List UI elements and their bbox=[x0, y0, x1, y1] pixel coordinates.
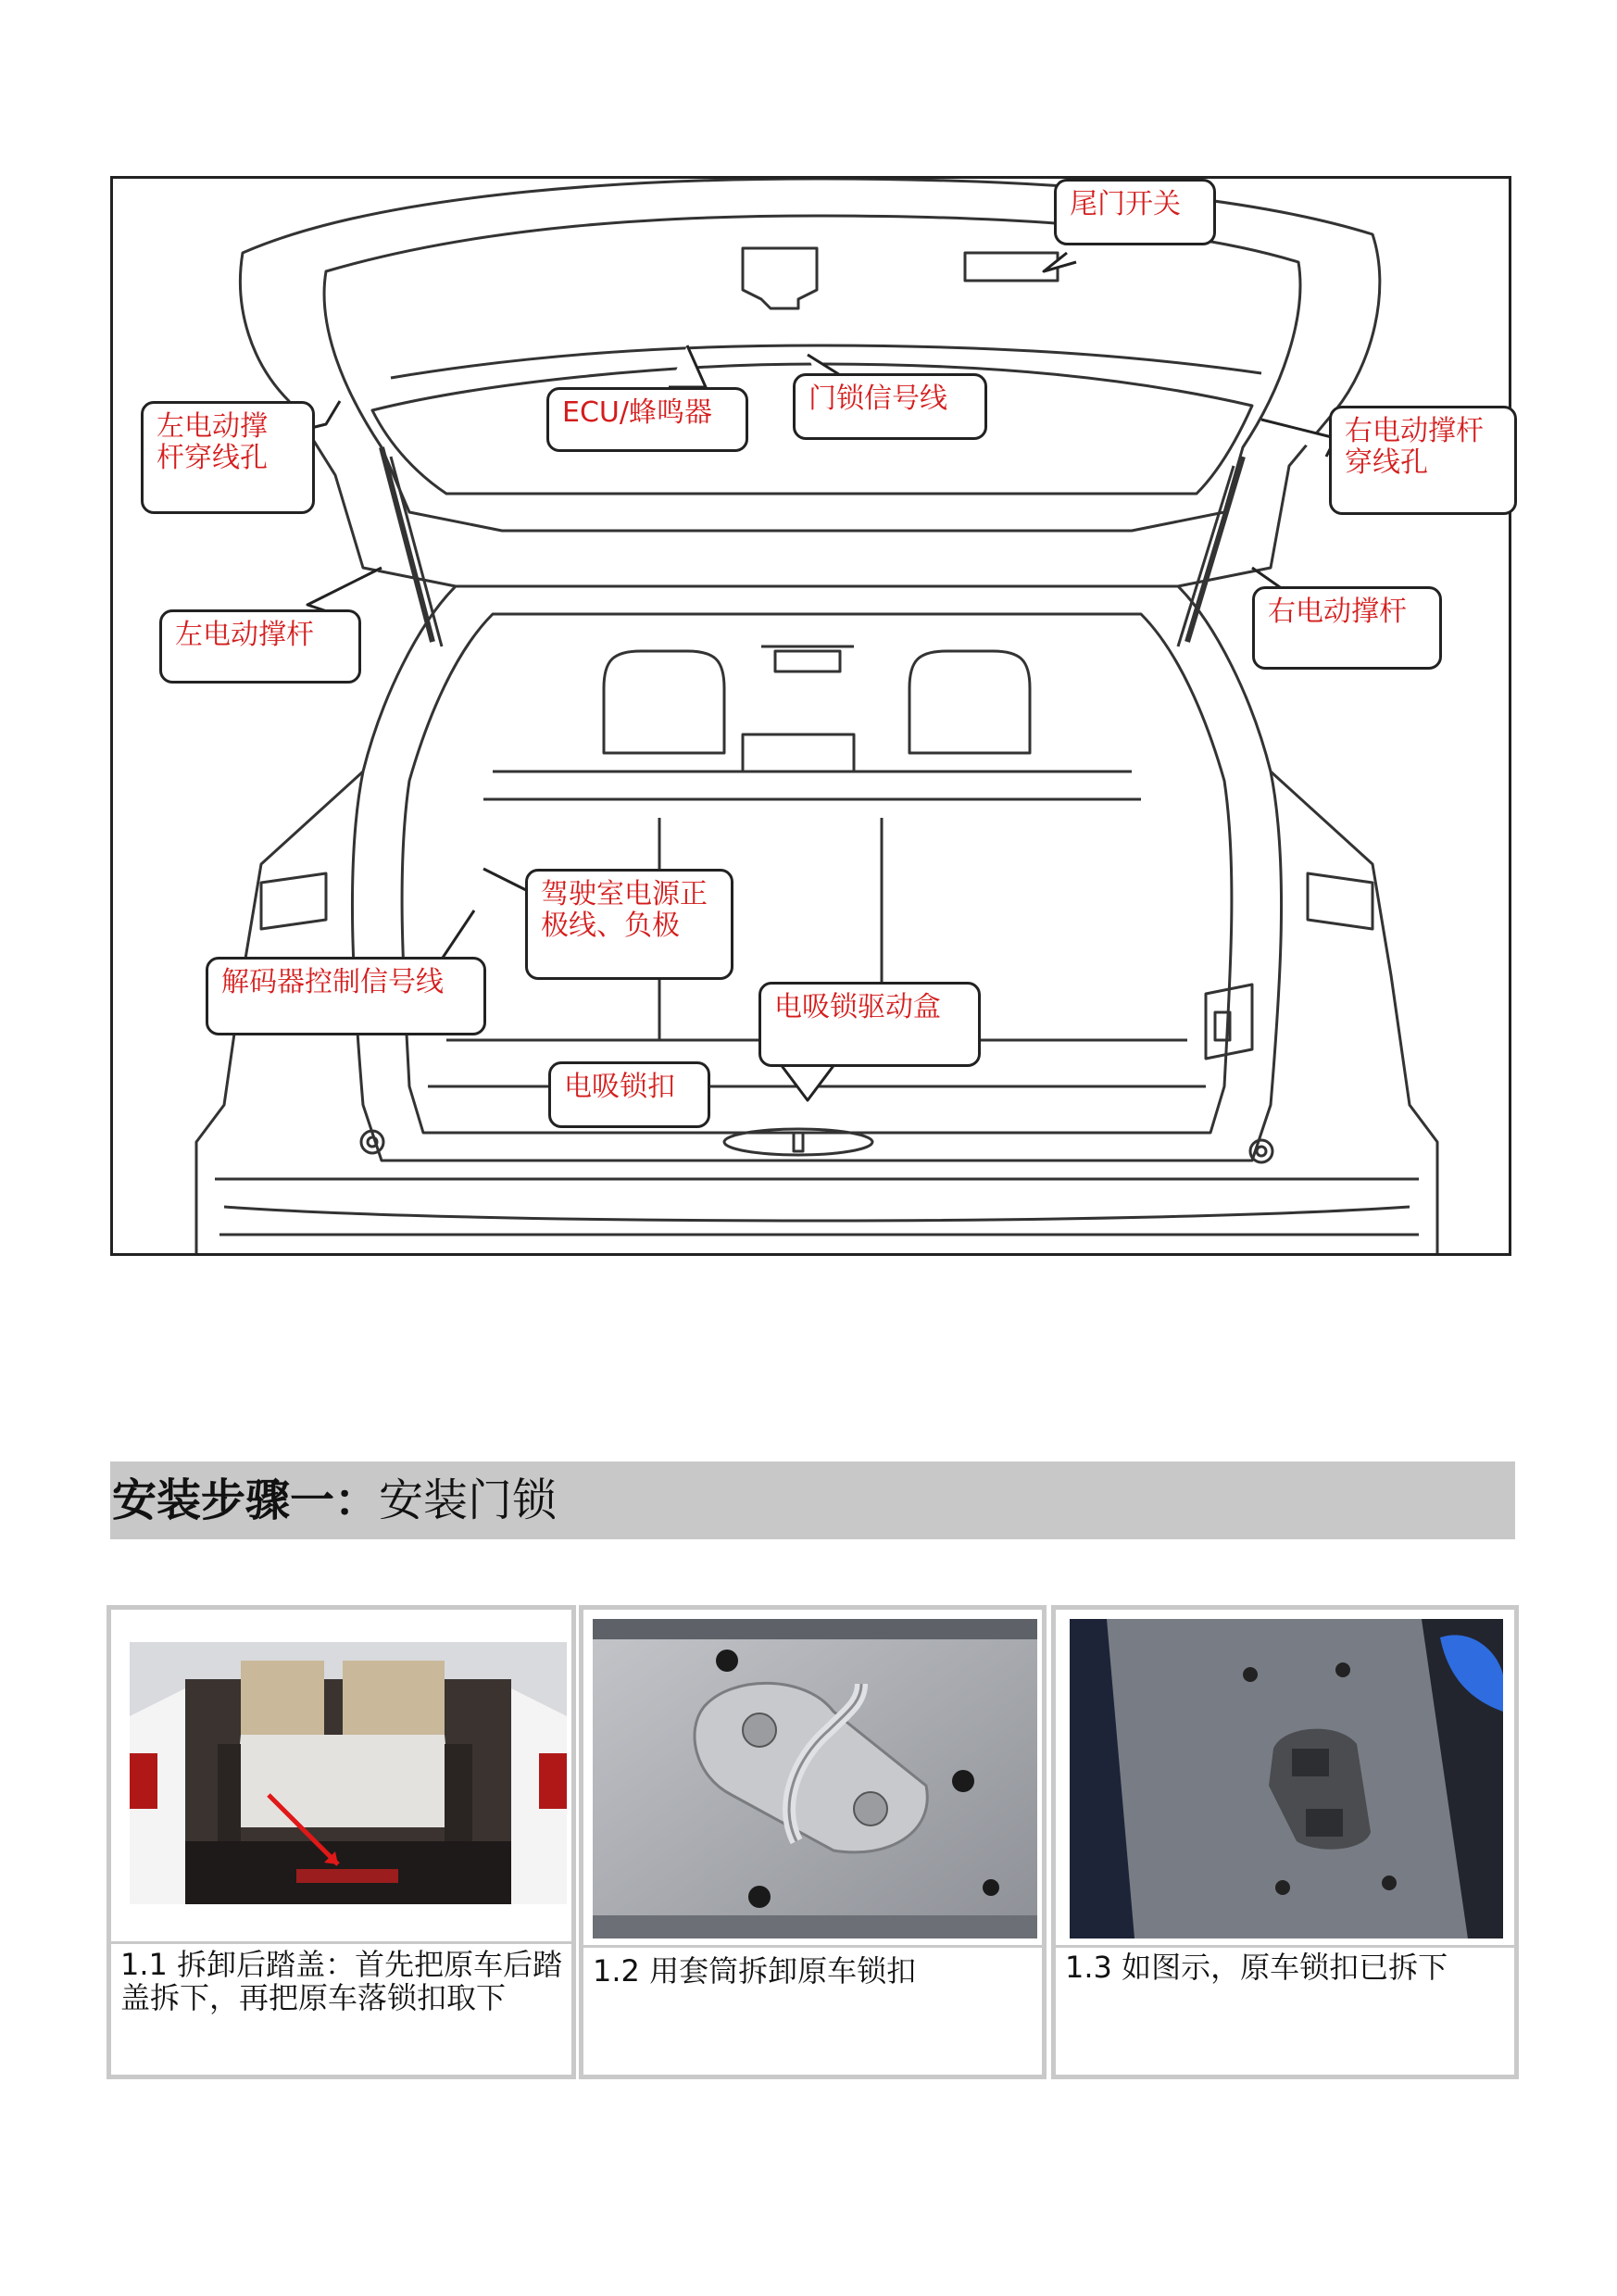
step-photo-removed-catch bbox=[1070, 1619, 1503, 1938]
callout-decoder-signal: 解码器控制信号线 bbox=[206, 957, 486, 1035]
callout-tailgate-switch: 尾门开关 bbox=[1054, 179, 1216, 245]
step-card-1-3 bbox=[1051, 1605, 1519, 2079]
suv-rear-line-drawing bbox=[113, 179, 1509, 1253]
step-photo-trunk bbox=[130, 1642, 567, 1904]
step-caption-1-1: 1.1 拆卸后踏盖：首先把原车后踏 盖拆下，再把原车落锁扣取下 bbox=[120, 1947, 563, 2015]
callout-right-strut: 右电动撑杆 bbox=[1252, 586, 1442, 670]
section-header bbox=[110, 1462, 1515, 1539]
tailgate-wiring-diagram bbox=[110, 176, 1511, 1256]
callout-cab-power: 驾驶室电源正 极线、负极 bbox=[525, 869, 733, 980]
callout-left-strut: 左电动撑杆 bbox=[159, 609, 361, 684]
callout-right-strut-hole: 右电动撑杆 穿线孔 bbox=[1329, 406, 1517, 515]
callout-ecu-buzzer: ECU/蜂鸣器 bbox=[546, 387, 748, 452]
section-title bbox=[112, 1474, 557, 1526]
step-photo-lock-catch bbox=[593, 1619, 1037, 1938]
callout-e-lock-box: 电吸锁驱动盒 bbox=[758, 982, 981, 1067]
callout-e-lock-catch: 电吸锁扣 bbox=[548, 1061, 710, 1128]
step-divider-1-1 bbox=[111, 1941, 571, 1944]
callout-left-strut-hole: 左电动撑 杆穿线孔 bbox=[141, 401, 315, 514]
step-card-1-1 bbox=[107, 1605, 576, 2079]
step-caption-1-2: 1.2 用套筒拆卸原车锁扣 bbox=[593, 1953, 917, 1989]
callout-door-lock-signal: 门锁信号线 bbox=[793, 373, 987, 440]
section-title-text: 安装门锁 bbox=[379, 1474, 558, 1526]
step-divider-1-3 bbox=[1056, 1945, 1514, 1948]
step-caption-1-3: 1.3 如图示，原车锁扣已拆下 bbox=[1065, 1950, 1448, 1985]
step-card-1-2 bbox=[579, 1605, 1047, 2079]
step-divider-1-2 bbox=[583, 1945, 1042, 1948]
section-title-step: 安装步骤一： bbox=[112, 1474, 380, 1526]
